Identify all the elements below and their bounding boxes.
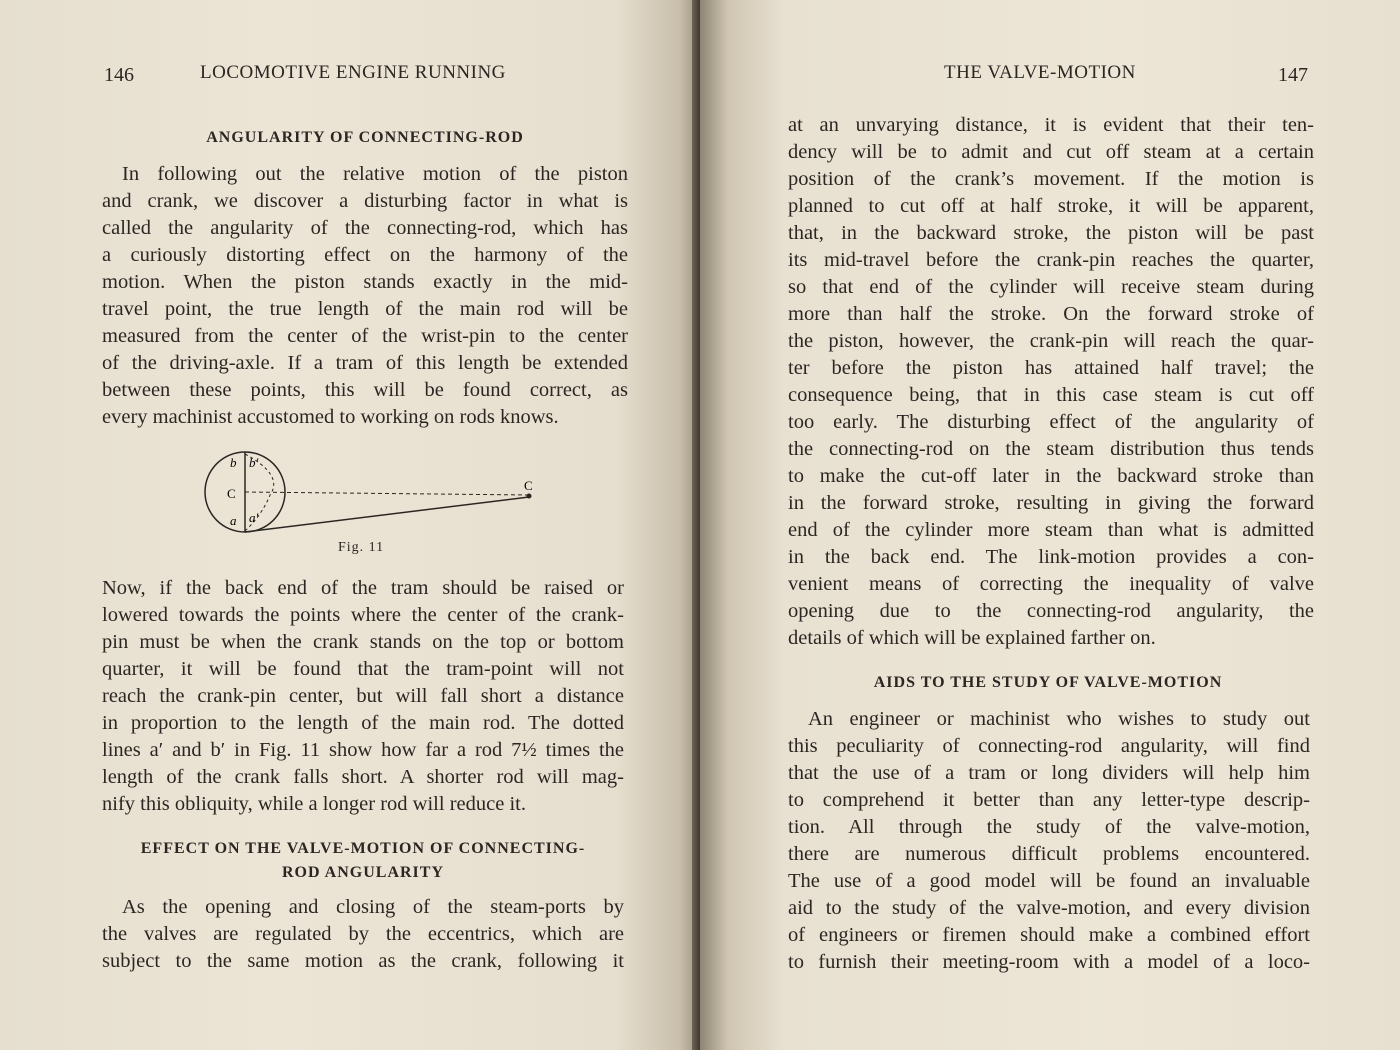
text-line: An engineer or machinist who wishes to study out — [808, 708, 1310, 730]
text-line: of the driving-axle. If a tram of this length be extended — [102, 352, 628, 374]
text-line: lines a′ and b′ in Fig. 11 show how far a rod 7½ times the — [102, 739, 624, 761]
text-line: ter before the piston has attained half travel; the — [788, 357, 1314, 379]
text-line: consequence being, that in this case steam is cut off — [788, 384, 1314, 406]
text-line: aid to the study of the valve-motion, and every division — [788, 897, 1310, 919]
text-line: end of the cylinder more steam than what is admitted — [788, 519, 1314, 541]
text-line: a curiously distorting effect on the harmony of the — [102, 244, 628, 266]
text-line: details of which will be explained farther on. — [788, 627, 1156, 649]
text-line: that the use of a tram or long dividers will help him — [788, 762, 1310, 784]
rod-line — [245, 497, 529, 532]
paragraph-tram — [102, 575, 624, 818]
text-line: the connecting-rod on the steam distribution thus tends — [788, 438, 1314, 460]
text-line: its mid-travel before the crank-pin reaches the quarter, — [788, 249, 1314, 271]
figure-caption: Fig. 11 — [338, 540, 385, 555]
text-line: the piston, however, the crank-pin will reach the quar- — [788, 330, 1314, 352]
paragraph-angularity — [102, 161, 628, 431]
text-line: to comprehend it better than any letter-type descrip- — [788, 789, 1310, 811]
text-line: length of the crank falls short. A shorter rod will mag- — [102, 766, 624, 788]
heading-effect-line2: ROD ANGULARITY — [281, 864, 444, 881]
text-line: the valves are regulated by the eccentrics, which are — [102, 923, 624, 945]
text-line: quarter, it will be found that the tram-point will not — [102, 658, 624, 680]
text-line: to make the cut-off later in the backward stroke than — [788, 465, 1314, 487]
text-line: and crank, we discover a disturbing factor in what is — [102, 190, 628, 212]
text-line: measured from the center of the wrist-pin to the center — [102, 325, 628, 347]
page-number-right: 147 — [1278, 64, 1308, 86]
text-line: of engineers or firemen should make a combined effort — [788, 924, 1310, 946]
text-line: so that end of the cylinder will receive steam during — [788, 276, 1314, 298]
text-line: Now, if the back end of the tram should be raised or — [102, 577, 624, 599]
text-line: at an unvarying distance, it is evident that their ten- — [788, 114, 1314, 136]
text-line: lowered towards the points where the center of the crank- — [102, 604, 624, 626]
text-line: in proportion to the length of the main rod. The dotted — [102, 712, 624, 734]
text-line: As the opening and closing of the steam-ports by — [122, 896, 624, 918]
text-line: venient means of correcting the inequality of valve — [788, 573, 1314, 595]
running-head-right: THE VALVE-MOTION — [944, 62, 1136, 83]
text-line: position of the crank’s movement. If the motion is — [788, 168, 1314, 190]
text-line: dency will be to admit and cut off steam at a certain — [788, 141, 1314, 163]
text-line: that, in the backward stroke, the piston will be past — [788, 222, 1314, 244]
figure-11-diagram — [196, 445, 546, 540]
text-line: subject to the same motion as the crank, following it — [102, 950, 624, 972]
text-line: travel point, the true length of the main rod will be — [102, 298, 628, 320]
label-a: a — [230, 513, 237, 528]
text-line: in the forward stroke, resulting in giving the forward — [788, 492, 1314, 514]
paragraph-aids — [788, 706, 1310, 976]
heading-effect-line1: EFFECT ON THE VALVE-MOTION OF CONNECTING- — [140, 840, 586, 857]
label-b: b — [230, 455, 237, 470]
label-c-right: C — [524, 478, 533, 493]
tram-point — [527, 494, 532, 499]
text-line: In following out the relative motion of the piston — [122, 163, 628, 185]
heading-aids: AIDS TO THE STUDY OF VALVE-MOTION — [873, 674, 1223, 691]
text-line: every machinist accustomed to working on rods knows. — [102, 406, 559, 428]
text-line: to furnish their meeting-room with a model of a loco- — [788, 951, 1310, 973]
text-line: in the back end. The link-motion provides a con- — [788, 546, 1314, 568]
label-b-prime: b′ — [249, 455, 259, 470]
paragraph-valve-motion — [788, 112, 1314, 652]
text-line: opening due to the connecting-rod angularity, the — [788, 600, 1314, 622]
heading-angularity: ANGULARITY OF CONNECTING-ROD — [206, 129, 524, 146]
text-line: The use of a good model will be found an invaluable — [788, 870, 1310, 892]
text-line: motion. When the piston stands exactly in the mid- — [102, 271, 628, 293]
label-a-prime: a′ — [249, 510, 259, 525]
dotted-center-line — [245, 492, 529, 495]
text-line: there are numerous difficult problems encountered. — [788, 843, 1310, 865]
text-line: pin must be when the crank stands on the top or bottom — [102, 631, 624, 653]
right-page — [700, 0, 1400, 1050]
text-line: called the angularity of the connecting-rod, which has — [102, 217, 628, 239]
page-number-left: 146 — [104, 64, 134, 86]
text-line: between these points, this will be found correct, as — [102, 379, 628, 401]
text-line: more than half the stroke. On the forward stroke of — [788, 303, 1314, 325]
text-line: too early. The disturbing effect of the angularity of — [788, 411, 1314, 433]
text-line: nify this obliquity, while a longer rod will reduce it. — [102, 793, 526, 815]
paragraph-effect — [102, 894, 624, 975]
text-line: this peculiarity of connecting-rod angularity, will find — [788, 735, 1310, 757]
text-line: planned to cut off at half stroke, it will be apparent, — [788, 195, 1314, 217]
label-c-left: C — [227, 486, 236, 501]
text-line: reach the crank-pin center, but will fall short a distance — [102, 685, 624, 707]
text-line: tion. All through the study of the valve-motion, — [788, 816, 1310, 838]
running-head-left: LOCOMOTIVE ENGINE RUNNING — [200, 62, 506, 83]
